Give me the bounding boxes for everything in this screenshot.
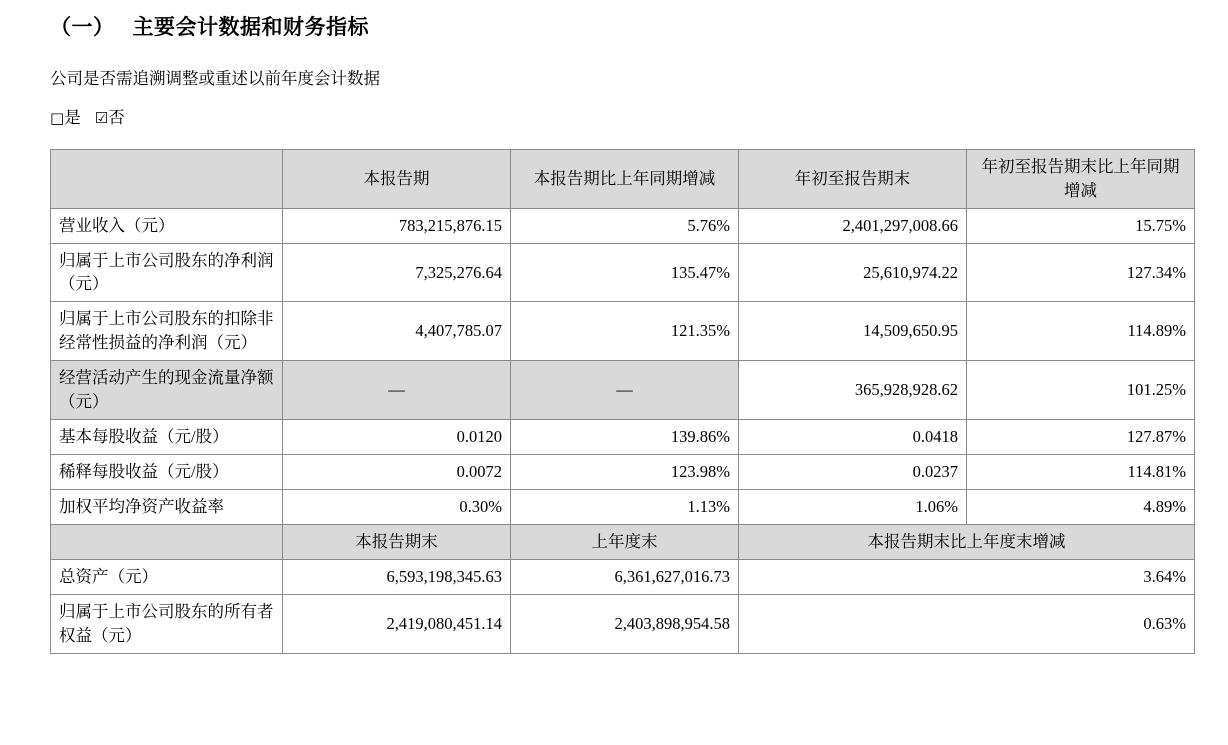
choice-yes[interactable] xyxy=(50,108,81,127)
row-value-current-yoy: 139.86% xyxy=(511,420,739,455)
row-value-prior-year-end: 6,361,627,016.73 xyxy=(511,559,739,594)
table-row xyxy=(51,302,1195,361)
row-value-ytd-yoy: 15.75% xyxy=(967,208,1195,243)
row-value-current: 0.0072 xyxy=(283,455,511,490)
table-row xyxy=(51,455,1195,490)
row-value-current: 7,325,276.64 xyxy=(283,243,511,302)
header-cell-current-period: 本报告期 xyxy=(283,149,511,208)
row-value-ytd: 0.0418 xyxy=(739,420,967,455)
row-value-change: 3.64% xyxy=(739,559,1195,594)
header-cell-blank xyxy=(51,149,283,208)
row-value-ytd-yoy: 114.81% xyxy=(967,455,1195,490)
table-row xyxy=(51,420,1195,455)
row-value-current-yoy: 1.13% xyxy=(511,489,739,524)
choice-yes-label: 是 xyxy=(64,108,81,128)
row-label: 归属于上市公司股东的所有者权益（元） xyxy=(51,594,283,653)
row-value-current-yoy: 135.47% xyxy=(511,243,739,302)
question-text: 公司是否需追溯调整或重述以前年度会计数据 xyxy=(50,69,380,89)
row-value-ytd: 0.0237 xyxy=(739,455,967,490)
table-row xyxy=(51,208,1195,243)
row-value-current-yoy: 5.76% xyxy=(511,208,739,243)
row-value-current-yoy: 123.98% xyxy=(511,455,739,490)
section-number: （一） xyxy=(50,15,115,39)
row-value-ytd-yoy: 114.89% xyxy=(967,302,1195,361)
row-value-ytd: 25,610,974.22 xyxy=(739,243,967,302)
checkbox-checked-icon: ☑ xyxy=(94,109,109,128)
header-cell-current-period-yoy: 本报告期比上年同期增减 xyxy=(511,149,739,208)
financial-indicators-table xyxy=(50,149,1195,654)
table-row xyxy=(51,489,1195,524)
row-value-period-end: 2,419,080,451.14 xyxy=(283,594,511,653)
row-value-ytd-yoy: 4.89% xyxy=(967,489,1195,524)
row-value-prior-year-end: 2,403,898,954.58 xyxy=(511,594,739,653)
header-cell-period-end: 本报告期末 xyxy=(283,524,511,559)
table-row xyxy=(51,243,1195,302)
table-header-row-period xyxy=(51,149,1195,208)
row-value-ytd: 2,401,297,008.66 xyxy=(739,208,967,243)
row-label: 归属于上市公司股东的净利润（元） xyxy=(51,243,283,302)
section-title-text: 主要会计数据和财务指标 xyxy=(132,15,369,39)
row-label: 总资产（元） xyxy=(51,559,283,594)
row-value-current-yoy: — xyxy=(511,361,739,420)
row-value-current-yoy: 121.35% xyxy=(511,302,739,361)
row-value-ytd-yoy: 127.87% xyxy=(967,420,1195,455)
row-value-current: — xyxy=(283,361,511,420)
row-value-ytd: 1.06% xyxy=(739,489,967,524)
row-label: 稀释每股收益（元/股） xyxy=(51,455,283,490)
row-value-current: 783,215,876.15 xyxy=(283,208,511,243)
table-row xyxy=(51,361,1195,420)
row-value-period-end: 6,593,198,345.63 xyxy=(283,559,511,594)
row-label: 经营活动产生的现金流量净额（元） xyxy=(51,361,283,420)
choice-no-label: 否 xyxy=(108,108,125,128)
row-value-ytd: 14,509,650.95 xyxy=(739,302,967,361)
header-cell-period-end-change: 本报告期末比上年度末增减 xyxy=(739,524,1195,559)
table-header-row-balance xyxy=(51,524,1195,559)
header-cell-blank-2 xyxy=(51,524,283,559)
row-label: 归属于上市公司股东的扣除非经常性损益的净利润（元） xyxy=(51,302,283,361)
row-value-ytd-yoy: 101.25% xyxy=(967,361,1195,420)
page-title xyxy=(50,14,1180,41)
table-row xyxy=(51,559,1195,594)
table-row xyxy=(51,594,1195,653)
choice-no[interactable] xyxy=(95,108,125,127)
row-label: 基本每股收益（元/股） xyxy=(51,420,283,455)
header-cell-ytd: 年初至报告期末 xyxy=(739,149,967,208)
row-value-ytd-yoy: 127.34% xyxy=(967,243,1195,302)
checkbox-unchecked-icon: □ xyxy=(50,109,65,128)
row-value-ytd: 365,928,928.62 xyxy=(739,361,967,420)
header-cell-prior-year-end: 上年度末 xyxy=(511,524,739,559)
row-value-current: 4,407,785.07 xyxy=(283,302,511,361)
row-value-current: 0.0120 xyxy=(283,420,511,455)
row-value-change: 0.63% xyxy=(739,594,1195,653)
row-label: 营业收入（元） xyxy=(51,208,283,243)
choice-row xyxy=(50,106,1180,131)
header-cell-ytd-yoy: 年初至报告期末比上年同期增减 xyxy=(967,149,1195,208)
row-label: 加权平均净资产收益率 xyxy=(51,489,283,524)
row-value-current: 0.30% xyxy=(283,489,511,524)
